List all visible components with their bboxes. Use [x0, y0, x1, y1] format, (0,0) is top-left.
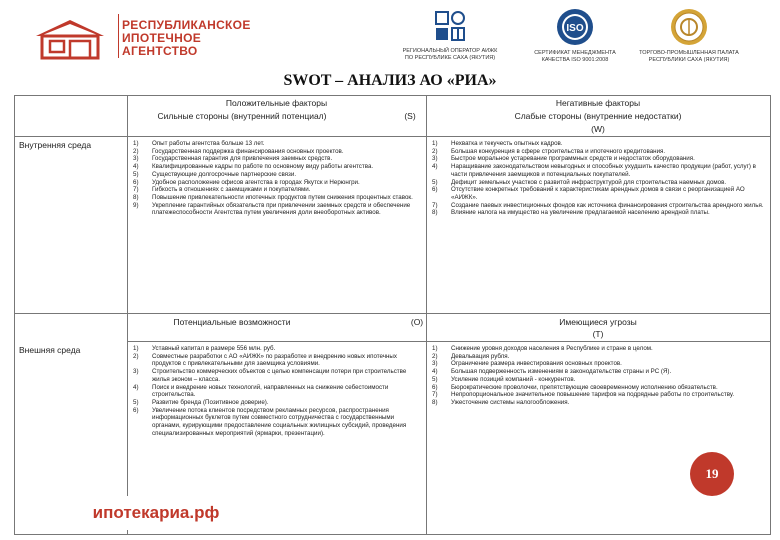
- logo-line-1: РЕСПУБЛИКАНСКОЕ: [122, 18, 251, 32]
- grid-line: [127, 96, 128, 535]
- website-link[interactable]: ипотекариа.рф: [70, 496, 242, 530]
- threats-item-number: 8): [432, 398, 438, 406]
- threats-item: [432, 353, 764, 361]
- threats-item-number: 2): [432, 352, 438, 360]
- opportunities-item-number: 5): [133, 398, 139, 406]
- threats-item-text: Снижение уровня доходов населения в Республике и стране в целом.: [451, 345, 653, 352]
- weaknesses-item-text: Наращивание законодательством невыгодных и способных ухудшить качество продукции (работ, услуг) в части привлечения заемщиков и потенциальных покупателей.: [451, 163, 756, 178]
- strengths-item: [133, 148, 423, 156]
- threats-item: [432, 391, 764, 399]
- partner-dom-rf: [402, 8, 498, 61]
- weaknesses-item-text: Нехватка и текучесть опытных кадров.: [451, 140, 563, 147]
- strengths-list: [133, 140, 423, 217]
- strengths-item-text: Опыт работы агентства больше 13 лет.: [152, 140, 265, 147]
- page-number-badge: 19: [690, 452, 734, 496]
- weaknesses-item-text: Большая конкуренция в сфере строительства и ипотечного кредитования.: [451, 147, 666, 155]
- strengths-item-number: 1): [133, 140, 139, 147]
- opportunities-list: [133, 345, 423, 437]
- threats-item: [432, 345, 764, 353]
- strengths-item: [133, 171, 423, 179]
- threats-item-number: 4): [432, 368, 438, 376]
- strengths-item-number: 4): [133, 163, 139, 171]
- weaknesses-item: [432, 163, 764, 178]
- threats-item-number: 6): [432, 383, 438, 391]
- threats-code: (T): [592, 329, 604, 339]
- threats-item-text: Непропорциональное значительное повышение тарифов на подрядные работы по строительству.: [451, 391, 735, 399]
- chamber-of-commerce-seal-icon: [670, 8, 708, 46]
- strengths-item-number: 2): [133, 147, 139, 155]
- weaknesses-item-text: Отсутствие конкретных требований к характеристикам арендных домов в связи с реорганизацией АО «АИЖК».: [451, 186, 745, 201]
- external-environment-label: Внешняя среда: [19, 345, 81, 355]
- threats-item-text: Девальвация рубля.: [451, 352, 510, 360]
- weaknesses-item-text: Дефицит земельных участков с развитой инфраструктурой для строительства наемных домов.: [451, 178, 727, 186]
- opportunities-item-text: Увеличение потока клиентов посредством рекламных ресурсов, распространения информационных буклетов путем совместного сотрудничества с государственными органами, курирующими предоставление социальных жилищных субсидий, проведения специализированных мероприятий (ярмарки, презентации).: [152, 406, 407, 437]
- opportunities-item: [133, 407, 423, 438]
- threats-item: [432, 384, 764, 392]
- weaknesses-item-number: 6): [432, 186, 438, 194]
- negative-factors-header: Негативные факторы: [555, 98, 641, 108]
- threats-item: [432, 360, 764, 368]
- opportunities-item: [133, 345, 423, 353]
- swot-table: [14, 95, 771, 535]
- weaknesses-list: [432, 140, 764, 217]
- threats-item: [432, 368, 764, 376]
- strengths-header: Сильные стороны (внутренний потенциал): [157, 111, 327, 121]
- weaknesses-item-text: Влияние налога на имущество на увеличение предлагаемой населению арендной платы.: [451, 209, 710, 217]
- weaknesses-item-number: 5): [432, 178, 438, 186]
- opportunities-item-number: 1): [133, 345, 139, 352]
- opportunities-item-text: Совместные разработки с АО «АИЖК» по разработке и внедрению новых ипотечных продуктов с привлекательными для заемщика условиями.: [152, 352, 397, 368]
- strengths-item-number: 5): [133, 170, 139, 178]
- logo-line-2: ИПОТЕЧНОЕ: [122, 31, 202, 45]
- strengths-item: [133, 186, 423, 194]
- strengths-item-text: Квалифицированные кадры по работе по основному виду работы агентства.: [152, 163, 374, 171]
- weaknesses-item: [432, 148, 764, 156]
- strengths-item: [133, 194, 423, 202]
- strengths-item-text: Удобное расположение офисов агентства в городах Якутск и Нерюнгри.: [152, 178, 360, 186]
- logo-separator: [118, 14, 119, 58]
- opportunities-item-text: Строительство коммерческих объектов с целью компенсации потери при строительстве жилья эконом – класса.: [152, 368, 407, 383]
- opportunities-item: [133, 384, 423, 399]
- grid-line: [15, 136, 770, 137]
- partner-caption-1: РЕГИОНАЛЬНЫЙ ОПЕРАТОР АИЖК ПО РЕСПУБЛИКЕ САХА (ЯКУТИЯ): [402, 48, 498, 61]
- opportunities-item-number: 2): [133, 352, 139, 360]
- weaknesses-item: [432, 155, 764, 163]
- threats-item: [432, 399, 764, 407]
- grid-line: [127, 341, 770, 342]
- internal-environment-label: Внутренняя среда: [19, 140, 92, 150]
- weaknesses-item: [432, 186, 764, 201]
- house-logo-icon: [30, 16, 110, 60]
- logo-line-3: АГЕНТСТВО: [122, 44, 198, 58]
- weaknesses-item-number: 7): [432, 201, 438, 209]
- threats-item-number: 3): [432, 360, 438, 368]
- strengths-code: (S): [404, 111, 416, 121]
- strengths-item-number: 8): [133, 193, 139, 201]
- iso-certificate-icon: [556, 8, 594, 46]
- weaknesses-item-number: 4): [432, 163, 438, 171]
- weaknesses-item-number: 1): [432, 140, 438, 147]
- logo-text: [122, 19, 251, 58]
- opportunities-item-text: Развитие бренда (Позитивное доверие).: [152, 398, 269, 406]
- threats-item-text: Большая подверженность изменениям в законодательстве страны и РС (Я).: [451, 368, 672, 376]
- strengths-item-number: 3): [133, 155, 139, 163]
- opportunities-item-number: 3): [133, 368, 139, 376]
- strengths-item-text: Гибкость в отношениях с заемщиками и покупателями.: [152, 186, 311, 194]
- weaknesses-header: Слабые стороны (внутренние недостатки): [514, 111, 682, 121]
- opportunities-header: Потенциальные возможности: [173, 317, 291, 327]
- strengths-item-text: Повышение привлекательности ипотечных продуктов путем снижения процентных ставок.: [152, 193, 413, 201]
- opportunities-code: (O): [410, 317, 424, 327]
- weaknesses-item-text: Создание паевых инвестиционных фондов как источника финансирования строительства арендного жилья.: [451, 201, 764, 209]
- opportunities-item-text: Уставный капитал в размере 556 млн. руб.: [152, 345, 276, 352]
- strengths-item-number: 6): [133, 178, 139, 186]
- strengths-item-text: Укрепление гарантийных обязательств при привлечении заемных средств и обеспечение платежеспособности Агентства путем увеличения доли внеоборотных активов.: [152, 201, 411, 217]
- weaknesses-item-number: 2): [432, 147, 438, 155]
- partner-caption-2: СЕРТИФИКАТ МЕНЕДЖМЕНТА КАЧЕСТВА ISO 9001:2008: [534, 50, 616, 63]
- positive-factors-header: Положительные факторы: [225, 98, 328, 108]
- strengths-item: [133, 140, 423, 148]
- opportunities-item-number: 6): [133, 406, 139, 414]
- opportunities-item-text: Поиск и внедрение новых технологий, направленных на снижение себестоимости строительства.: [152, 383, 389, 399]
- weaknesses-item-number: 8): [432, 209, 438, 217]
- strengths-item: [133, 163, 423, 171]
- weaknesses-item: [432, 140, 764, 148]
- strengths-item: [133, 155, 423, 163]
- opportunities-item: [133, 368, 423, 383]
- weaknesses-item-number: 3): [432, 155, 438, 163]
- strengths-item: [133, 179, 423, 187]
- weaknesses-item: [432, 202, 764, 210]
- weaknesses-item: [432, 179, 764, 187]
- page-title: SWOT – АНАЛИЗ АО «РИА»: [283, 72, 497, 89]
- threats-item-text: Ограничение размера инвестирования основных проектов.: [451, 360, 622, 368]
- partner-iso: [522, 8, 628, 63]
- strengths-item: [133, 202, 423, 217]
- grid-line: [426, 96, 427, 535]
- strengths-item-text: Государственная поддержка финансирования основных проектов.: [152, 147, 344, 155]
- partner-chamber: [636, 8, 742, 63]
- weaknesses-item: [432, 209, 764, 217]
- iso-badge-text: ISO: [566, 23, 584, 34]
- partner-caption-3: ТОРГОВО-ПРОМЫШЛЕННАЯ ПАЛАТА РЕСПУБЛИКИ САХА (ЯКУТИЯ): [639, 50, 739, 63]
- strengths-item-text: Государственная гарантия для привлечения заемных средств.: [152, 155, 333, 163]
- grid-line: [15, 313, 770, 314]
- weaknesses-code: (W): [591, 124, 605, 134]
- threats-item-number: 1): [432, 345, 438, 352]
- threats-item-text: Усиление позиций компаний - конкурентов.: [451, 375, 576, 383]
- strengths-item-number: 7): [133, 186, 139, 194]
- threats-list: [432, 345, 764, 407]
- weaknesses-item-text: Быстрое моральное устаревание программных средств и недостаток оборудования.: [451, 155, 695, 163]
- threats-item-number: 7): [432, 391, 438, 399]
- dom-rf-logo-icon: [432, 8, 468, 44]
- opportunities-item: [133, 399, 423, 407]
- strengths-item-text: Существующие долгосрочные партнерские связи.: [152, 170, 297, 178]
- threats-item-number: 5): [432, 375, 438, 383]
- threats-item-text: Ужесточение системы налогообложения.: [451, 398, 570, 406]
- opportunities-item: [133, 353, 423, 368]
- threats-item-text: Бюрократические проволочки, препятствующие своевременному исполнению обязательств.: [451, 383, 718, 391]
- threats-header: Имеющиеся угрозы: [559, 317, 637, 327]
- threats-item: [432, 376, 764, 384]
- strengths-item-number: 9): [133, 201, 139, 209]
- opportunities-item-number: 4): [133, 383, 139, 391]
